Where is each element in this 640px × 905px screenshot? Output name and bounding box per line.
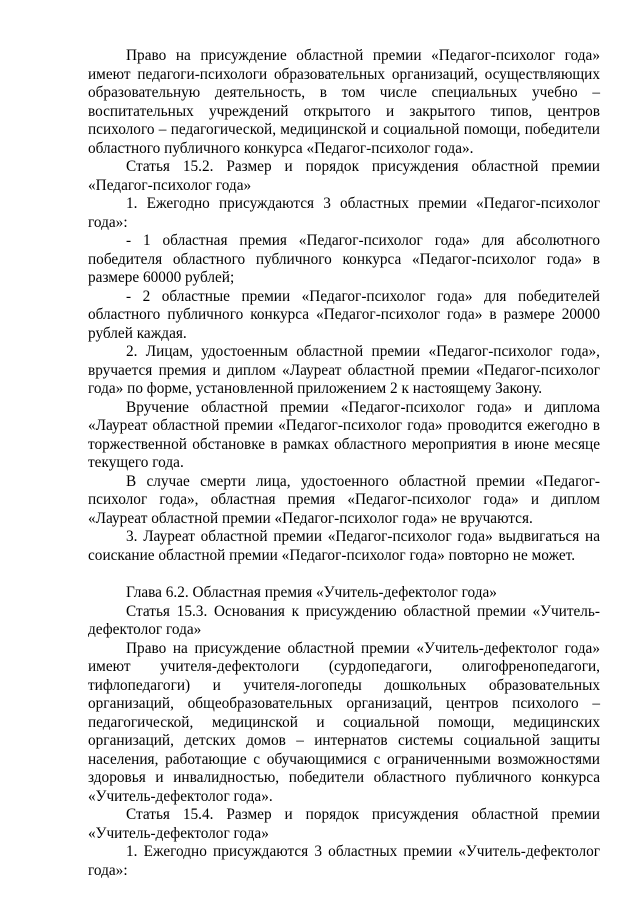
- article-15-2-heading: Статья 15.2. Размер и порядок присуждения областной премии «Педагог-психолог года»: [88, 158, 600, 194]
- section-gap: [88, 565, 600, 584]
- document-body: [88, 47, 600, 880]
- paragraph-repeat-nomination: 3. Лауреат областной премии «Педагог-психолог года» выдвигаться на соискание областной премии «Педагог-психолог года» повторно не может.: [88, 528, 600, 564]
- paragraph-ceremony: Вручение областной премии «Педагог-психолог года» и диплома «Лауреат областной премии «Педагог-психолог года» проводится ежегодно в торжественной обстановке в рамках областного мероприятия в июне месяце текущего года.: [88, 398, 600, 471]
- paragraph-awards-count: 1. Ежегодно присуждаются 3 областных премии «Педагог-психолог года»:: [88, 195, 600, 231]
- article-15-3-heading: Статья 15.3. Основания к присуждению областной премии «Учитель-дефектолог года»: [88, 602, 600, 638]
- paragraph-defectologist-awards-count: 1. Ежегодно присуждаются 3 областных премии «Учитель-дефектолог года»:: [88, 843, 600, 879]
- article-15-4-heading: Статья 15.4. Размер и порядок присуждения областной премии «Учитель-дефектолог года»: [88, 806, 600, 842]
- chapter-6-2-heading: Глава 6.2. Областная премия «Учитель-дефектолог года»: [126, 584, 497, 601]
- paragraph-second-awards: - 2 областные премии «Педагог-психолог года» для победителей областного публичного конкурса «Педагог-психолог года» в размере 20000 рублей каждая.: [88, 287, 600, 342]
- paragraph-psychologist-eligibility: Право на присуждение областной премии «Педагог-психолог года» имеют педагоги-психологи образовательных организаций, осуществляющих образовательную деятельность, в том числе специальных учебно – воспитательных учреждений открытого и закрытого типов, центров психолого – педагогической, медицинской и социальной помощи, победители областного публичного конкурса «Педагог-психолог года».: [88, 47, 600, 157]
- paragraph-diploma: 2. Лицам, удостоенным областной премии «Педагог-психолог года», вручается премия и диплом «Лауреат областной премии «Педагог-психолог года» по форме, установленной приложением 2 к настоящему Закону.: [88, 343, 600, 397]
- paragraph-defectologist-eligibility: Право на присуждение областной премии «Учитель-дефектолог года» имеют учителя-дефектологи (сурдопедагоги, олигофренопедагоги, тифлопедагоги) и учителя-логопеды дошкольных образовательных организаций, общеобразовательных организаций, центров психолого – педагогической, медицинской и социальной помощи, медицинских организаций, детских домов – интернатов системы социальной защиты населения, работающие с обучающимися с ограниченными возможностями здоровья и инвалидностью, победители областного публичного конкурса «Учитель-дефектолог года».: [88, 639, 600, 805]
- paragraph-death-case: В случае смерти лица, удостоенного областной премии «Педагог-психолог года», областная премия «Педагог-психолог года» и диплом «Лауреат областной премии «Педагог-психолог года» не вручаются.: [88, 472, 600, 527]
- paragraph-first-award: - 1 областная премия «Педагог-психолог года» для абсолютного победителя областного публичного конкурса «Педагог-психолог года» в размере 60000 рублей;: [88, 232, 600, 286]
